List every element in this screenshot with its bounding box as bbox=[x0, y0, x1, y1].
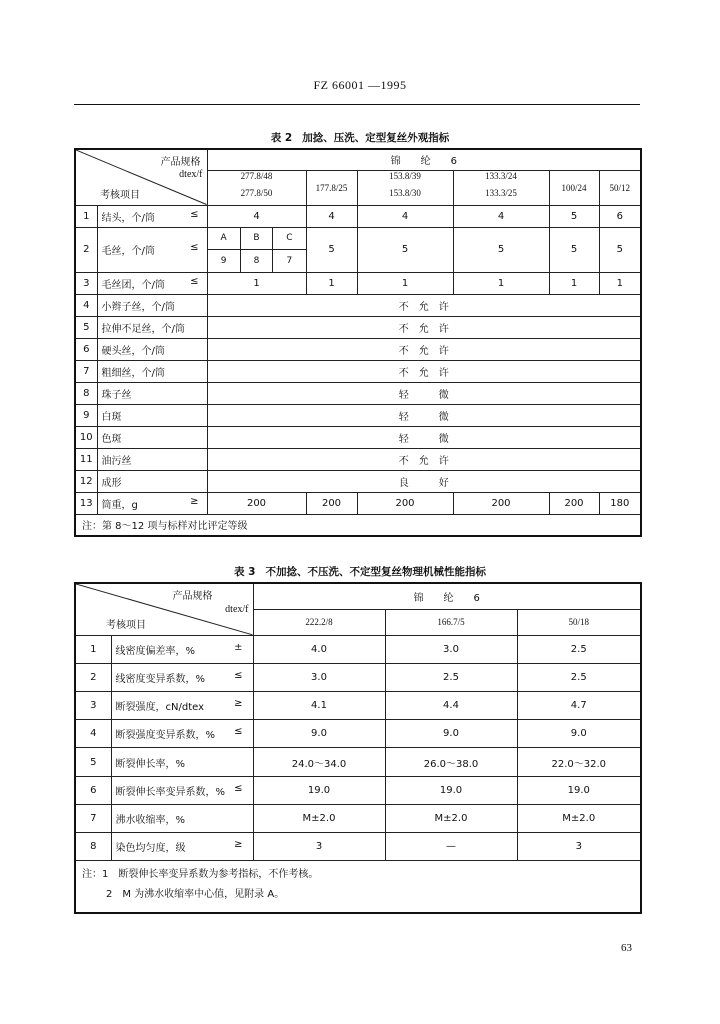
table2-note: 注：第 8～12 项与标样对比评定等级 bbox=[75, 514, 641, 536]
grade-subtable: A B C 9 8 7 bbox=[208, 228, 306, 272]
table-row: 13 筒重，g ≥ 200 200 200 200 200 180 bbox=[75, 492, 641, 514]
table3-corner-bottom: 考核项目 bbox=[106, 619, 146, 631]
table3-caption-label: 表 3 bbox=[234, 566, 256, 578]
table-row: 11 油污丝 不 允 许 bbox=[75, 448, 641, 470]
table3-spec-3: 50/18 bbox=[517, 609, 641, 635]
table3-spec-2: 166.7/5 bbox=[385, 609, 517, 635]
table-row: 12 成形 良 好 bbox=[75, 470, 641, 492]
table3-caption bbox=[0, 564, 720, 579]
table-row: 5 拉伸不足丝，个/筒 不 允 许 bbox=[75, 316, 641, 338]
table2-spec-3: 153.8/39 153.8/30 bbox=[357, 170, 453, 205]
table2-caption-title: 加捻、压洗、定型复丝外观指标 bbox=[302, 132, 450, 144]
table-row: 1 线密度偏差率，% ± 4.0 3.0 2.5 bbox=[75, 635, 641, 663]
table3-note-1: 注：1 断裂伸长率变异系数为参考指标，不作考核。 bbox=[82, 869, 319, 881]
table3-spec-1: 222.2/8 bbox=[253, 609, 385, 635]
table-row: 8 染色均匀度，级 ≥ 3 — 3 bbox=[75, 832, 641, 860]
document-header: FZ 66001 —1995 bbox=[313, 78, 407, 92]
table2-note-row bbox=[75, 514, 641, 536]
table3-corner-cell bbox=[75, 583, 253, 635]
table3-material: 锦 纶 6 bbox=[253, 583, 641, 609]
table2-caption bbox=[0, 130, 720, 145]
table3-notes bbox=[75, 861, 641, 913]
table-row: 10 色斑 轻 微 bbox=[75, 426, 641, 448]
table-row: 8 珠子丝 轻 微 bbox=[75, 382, 641, 404]
table2-spec-6: 50/12 bbox=[599, 170, 641, 205]
table3-corner-top: 产品规格 bbox=[172, 591, 213, 602]
table3 bbox=[74, 582, 642, 914]
table-row: 6 断裂伸长率变异系数，% ≤ 19.0 19.0 19.0 bbox=[75, 776, 641, 804]
table-row: 9 白斑 轻 微 bbox=[75, 404, 641, 426]
table-row: 2 毛丝，个/筒 ≤ A B C 9 8 7 5 5 5 5 5 bbox=[75, 227, 641, 272]
table3-notes-row bbox=[75, 861, 641, 913]
table-row: 1 结头，个/筒 ≤ 4 4 4 4 5 6 bbox=[75, 205, 641, 227]
table2-material: 锦 纶 6 bbox=[207, 149, 641, 170]
table3-note-2: 2 M 为沸水收缩率中心值，见附录 A。 bbox=[106, 889, 285, 901]
page-number: 63 bbox=[621, 942, 632, 954]
table-row: 3 断裂强度，cN/dtex ≥ 4.1 4.4 4.7 bbox=[75, 692, 641, 720]
table-row: 4 断裂强度变异系数，% ≤ 9.0 9.0 9.0 bbox=[75, 720, 641, 748]
table-row: 2 线密度变异系数，% ≤ 3.0 2.5 2.5 bbox=[75, 663, 641, 691]
table2-spec-5: 100/24 bbox=[549, 170, 599, 205]
table2-corner-unit: dtex/f bbox=[179, 169, 203, 180]
table2-corner-cell bbox=[75, 149, 207, 205]
table2-spec-1: 277.8/48 277.8/50 bbox=[207, 170, 306, 205]
table-row: 6 硬头丝，个/筒 不 允 许 bbox=[75, 338, 641, 360]
table-row: 7 粗细丝，个/筒 不 允 许 bbox=[75, 360, 641, 382]
table-row: 7 沸水收缩率，% M±2.0 M±2.0 M±2.0 bbox=[75, 804, 641, 832]
table-row: 3 毛丝团，个/筒 ≤ 1 1 1 1 1 1 bbox=[75, 272, 641, 294]
table2-corner-bottom: 考核项目 bbox=[100, 189, 140, 201]
table2-spec-2: 177.8/25 bbox=[306, 170, 357, 205]
table2-corner-top: 产品规格 bbox=[160, 157, 201, 168]
table2-caption-label: 表 2 bbox=[270, 132, 293, 144]
table3-corner-unit: dtex/f bbox=[225, 604, 249, 615]
table-row: 4 小辫子丝，个/筒 不 允 许 bbox=[75, 294, 641, 316]
table3-caption-title: 不加捻、不压洗、不定型复丝物理机械性能指标 bbox=[265, 566, 486, 578]
table2-spec-4: 133.3/24 133.3/25 bbox=[453, 170, 549, 205]
table2 bbox=[74, 148, 642, 537]
table-row: 5 断裂伸长率，% 24.0～34.0 26.0～38.0 22.0～32.0 bbox=[75, 748, 641, 776]
grade-subtable-cell bbox=[207, 227, 306, 272]
header-rule bbox=[74, 104, 640, 105]
